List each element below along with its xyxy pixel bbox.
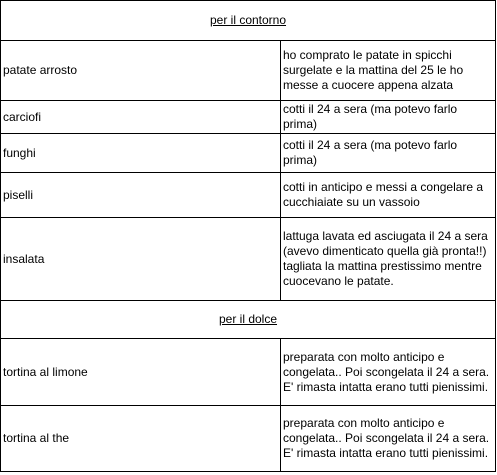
dish-name: tortina al the (1, 406, 281, 472)
section-heading-dolce: per il dolce (1, 301, 496, 339)
prep-note (281, 406, 496, 472)
dish-name: carciofi (1, 101, 281, 134)
section-heading-row (1, 301, 496, 339)
table-row (1, 101, 496, 134)
prep-note (281, 339, 496, 406)
prep-note-text: cotti il 24 a sera (ma potevo farlo prima) (283, 102, 458, 131)
dish-name: piselli (1, 173, 281, 218)
section-heading-contorno: per il contorno (1, 1, 496, 41)
dish-name: funghi (1, 134, 281, 173)
dish-name: patate arrosto (1, 41, 281, 101)
prep-note (281, 41, 496, 101)
prep-note-text: preparata con molto anticipo e congelata.. Poi scongelata il 24 a sera. E' rimasta intatta erano tutti pienissimi. (283, 349, 490, 394)
table-row (1, 218, 496, 301)
prep-note-text: lattuga lavata ed asciugata il 24 a sera (avevo dimenticato quella già pronta!!) tagliata la mattina prestissimo mentre cuocevano le patate. (283, 229, 488, 288)
prep-note-text: cotti in anticipo e messi a congelare a cucchiaiate su un vassoio (283, 180, 484, 209)
table-row (1, 406, 496, 472)
prep-note-text: cotti il 24 a sera (ma potevo farlo prima) (283, 138, 458, 167)
table-row (1, 173, 496, 218)
prep-note (281, 173, 496, 218)
prep-note (281, 134, 496, 173)
dish-name: insalata (1, 218, 281, 301)
prep-note-text: preparata con molto anticipo e congelata.. Poi scongelata il 24 a sera. E' rimasta intatta erano tutti pienissimi. (283, 416, 490, 460)
prep-note (281, 218, 496, 301)
table-row (1, 134, 496, 173)
prep-note (281, 101, 496, 134)
section-heading-row (1, 1, 496, 41)
dish-name: tortina al limone (1, 339, 281, 406)
prep-note-text: ho comprato le patate in spicchi surgelate e la mattina del 25 le ho messe a cuocere appena alzata (283, 48, 464, 92)
table-row (1, 41, 496, 101)
table-row (1, 339, 496, 406)
